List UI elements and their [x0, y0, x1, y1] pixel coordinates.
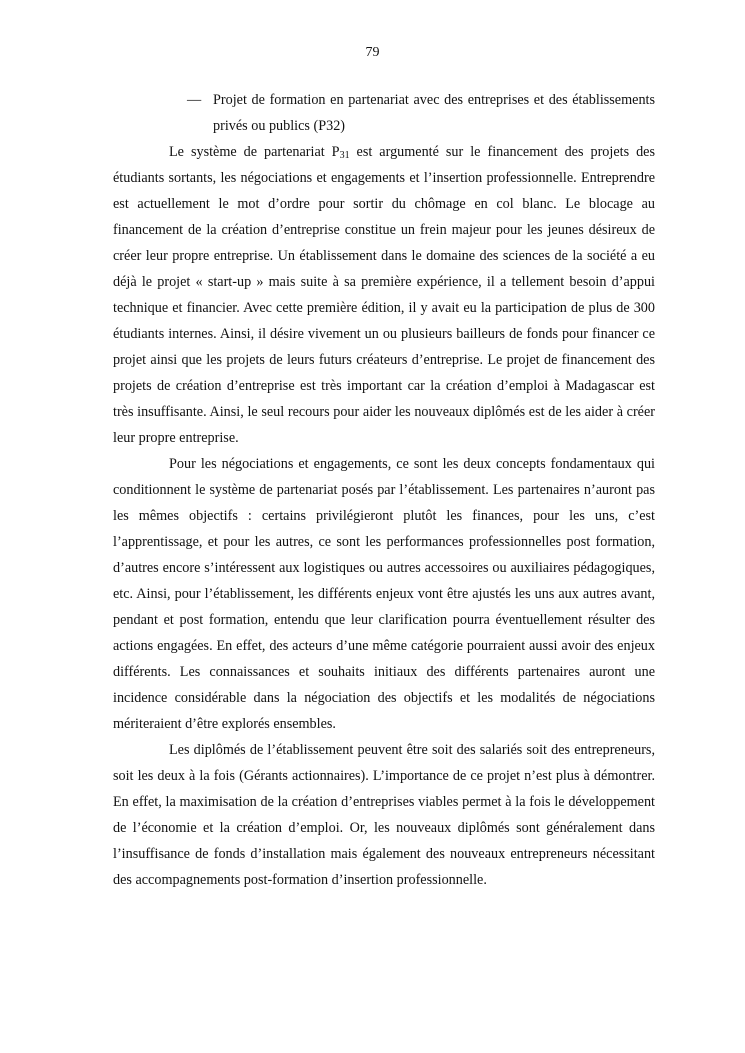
- document-body: [113, 87, 655, 893]
- paragraph-graduates: Les diplômés de l’établissement peuvent être soit des salariés soit des entrepreneurs, soit les deux à la fois (Gérants actionnaires). L’importance de ce projet n’est plus à démontrer. En effet, la maximisation de la création d’entreprises viables permet à la fois le développement de l’économie et la création d’emploi. Or, les nouveaux diplômés sont généralement dans l’insuffisance de fonds d’installation mais également des nouveaux entrepreneurs nécessitant des accompagnements post-formation d’insertion professionnelle.: [113, 742, 655, 888]
- paragraph-negotiations: Pour les négociations et engagements, ce sont les deux concepts fondamentaux qui conditionnent le système de partenariat posés par l’établissement. Les partenaires n’auront pas les mêmes objectifs : certains privilégieront plutôt les finances, pour les uns, c’est l’apprentissage, et pour les autres, ce sont les performances professionnelles post formation, d’autres encore s’intéressent aux logistiques ou autres accessoires ou auxiliaires pédagogiques, etc. Ainsi, pour l’établissement, les différents enjeux vont être ajustés les uns aux autres avant, pendant et post formation, entendu que leur clarification pourra éventuellement résulter des actions engagées. En effet, des acteurs d’une même catégorie pourraient aussi avoir des enjeux différents. Les connaissances et souhaits initiaux des différents partenaires auront une incidence considérable dans la négociation des objectifs et les modalités de négociations mériteraient d’être explorés ensembles.: [113, 456, 655, 732]
- page-number: 79: [365, 45, 380, 60]
- paragraph-partnership-system: [113, 139, 655, 451]
- bullet-dash: —: [187, 92, 202, 108]
- bullet-item: [187, 87, 655, 139]
- bullet-text: Projet de formation en partenariat avec des entreprises et des établissements privés ou publics (P32): [213, 92, 655, 134]
- subscript-31: 31: [339, 150, 350, 161]
- paragraph-1-start: Le système de partenariat P: [169, 144, 340, 160]
- paragraph-1-rest: est argumenté sur le financement des projets des étudiants sortants, les négociations et engagements et l’insertion professionnelle. Entreprendre est actuellement le mot d’ordre pour sortir du chômage en col blanc. Le blocage au financement de la création d’entreprise constitue un frein majeur pour les jeunes désireux de créer leur propre entreprise. Un établissement dans le domaine des sciences de la société a eu déjà le projet « start-up » mais suite à sa première expérience, il a tellement besoin d’appui technique et financier. Avec cette première édition, il y avait eu la participation de plus de 300 étudiants internes. Ainsi, il désire vivement un ou plusieurs bailleurs de fonds pour financer ce projet ainsi que les projets de leurs futurs créateurs d’entreprise. Le projet de financement des projets de création d’entreprise est très important car la création d’emploi à Madagascar est très insuffisante. Ainsi, le seul recours pour aider les nouveaux diplômés est de les aider à créer leur propre entreprise.: [113, 144, 655, 446]
